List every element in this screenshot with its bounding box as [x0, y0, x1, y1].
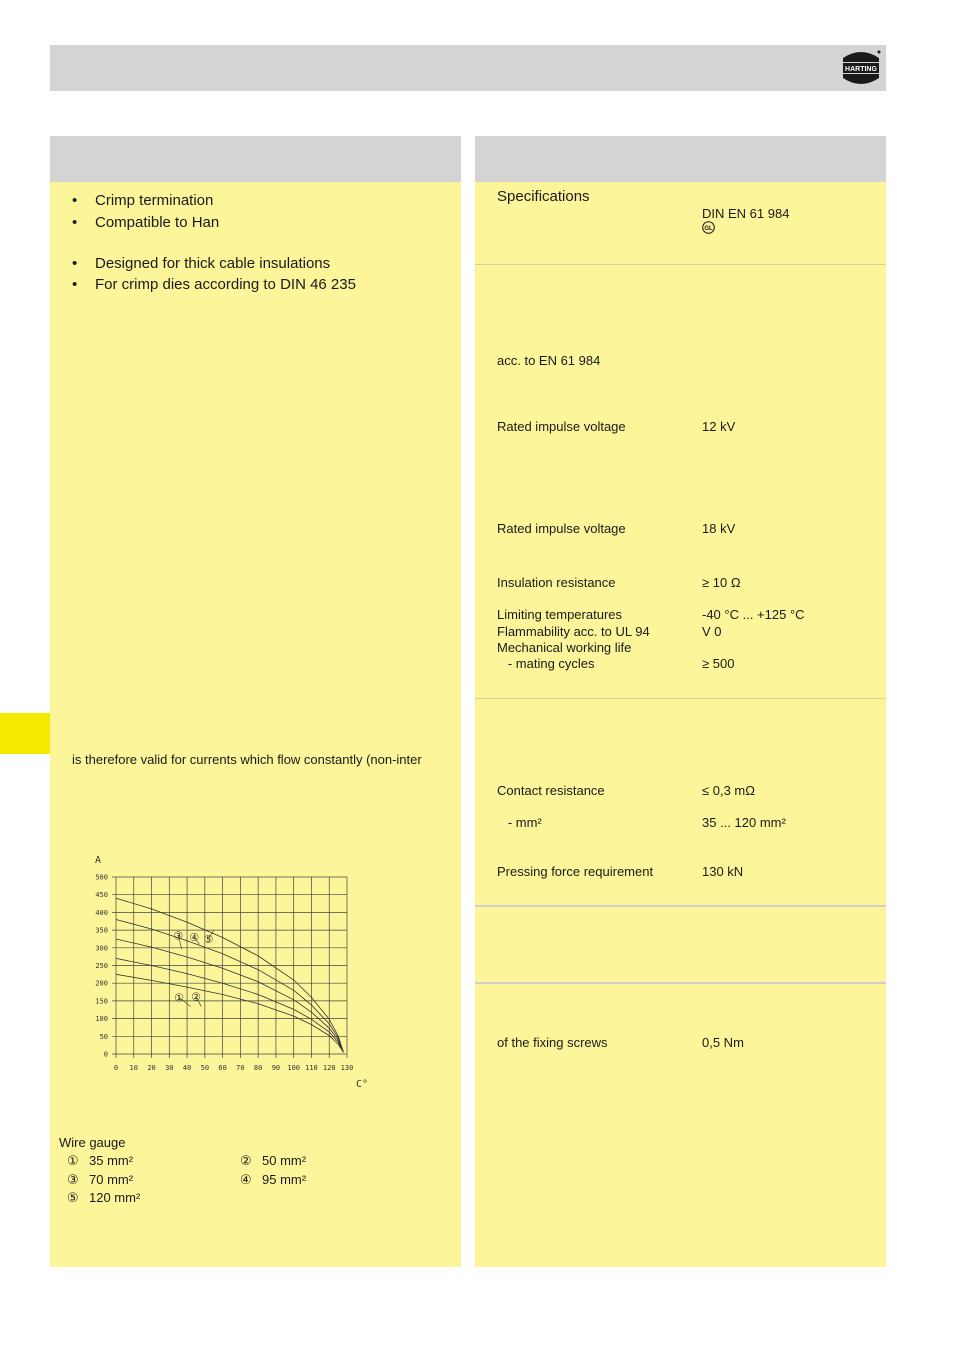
chart-y-tick-label: 300: [95, 944, 108, 953]
chart-y-tick-label: 0: [103, 1050, 108, 1059]
spec-value: V 0: [702, 624, 722, 639]
wire-gauge-item: ① 35 mm²: [67, 1153, 134, 1168]
wire-gauge-item: ② 50 mm²: [240, 1153, 307, 1168]
spec-label: Rated impulse voltage: [497, 521, 626, 536]
section-side-tab: [0, 713, 50, 754]
derating-chart: [86, 850, 376, 1095]
spec-label: Flammability acc. to UL 94: [497, 624, 650, 639]
spec-label: Contact resistance: [497, 783, 605, 798]
chart-y-axis-label: A: [95, 855, 102, 866]
left-column-body: [50, 182, 461, 1267]
wire-gauge-item: ③ 70 mm²: [67, 1172, 134, 1187]
spec-value: 18 kV: [702, 521, 736, 536]
chart-y-tick-label: 150: [95, 997, 108, 1006]
feature-item: • Crimp termination: [72, 192, 214, 209]
section-divider: [475, 905, 886, 907]
spec-value: 12 kV: [702, 419, 736, 434]
specifications-title: Specifications: [497, 188, 590, 205]
chart-x-tick-label: 110: [305, 1064, 318, 1072]
spec-label: - mating cycles: [497, 656, 595, 671]
left-column-header: [50, 136, 461, 182]
chart-y-tick-label: 200: [95, 979, 108, 988]
logo-text: HARTING: [845, 66, 877, 73]
chart-series-line: [116, 958, 343, 1052]
chart-series-line: [116, 898, 343, 1052]
chart-x-tick-label: 0: [113, 1064, 119, 1072]
feature-item: • For crimp dies according to DIN 46 235: [72, 276, 356, 293]
chart-y-tick-label: 350: [95, 926, 108, 935]
chart-x-tick-label: 120: [322, 1064, 336, 1072]
spec-value: ≥ 10 Ω: [702, 575, 741, 590]
right-column-header: [475, 136, 886, 182]
chart-y-tick-label: 450: [95, 891, 108, 900]
chart-y-tick-label: 400: [95, 908, 108, 917]
chart-x-tick-label: 50: [200, 1064, 210, 1072]
wire-gauge-title: Wire gauge: [59, 1135, 126, 1150]
chart-x-axis-label: C°: [356, 1079, 369, 1090]
chart-x-tick-label: 60: [218, 1064, 227, 1072]
chart-series-marker: ②: [191, 990, 201, 1004]
harting-logo-icon: [840, 48, 882, 88]
chart-x-tick-label: 40: [182, 1064, 192, 1072]
gl-mark-text: GL: [704, 226, 713, 232]
current-note: is therefore valid for currents which flow constantly (non-inter: [72, 752, 422, 767]
spec-label: Limiting temperatures: [497, 607, 622, 622]
chart-x-tick-label: 30: [165, 1064, 174, 1072]
acc-label: acc. to EN 61 984: [497, 353, 601, 368]
feature-item: • Designed for thick cable insulations: [72, 255, 331, 272]
spec-value: ≥ 500: [702, 656, 735, 671]
chart-series-marker: ⑤: [203, 932, 214, 946]
chart-series-marker: ①: [174, 991, 185, 1005]
wire-gauge-item: ⑤ 120 mm²: [67, 1190, 141, 1205]
spec-label: Pressing force requirement: [497, 864, 654, 879]
page-header-bar: [50, 45, 886, 91]
chart-x-tick-label: 80: [253, 1064, 263, 1072]
spec-value: 0,5 Nm: [702, 1035, 744, 1050]
spec-label: Rated impulse voltage: [497, 419, 626, 434]
spec-value: 35 ... 120 mm²: [702, 815, 786, 830]
spec-label: Insulation resistance: [497, 575, 616, 590]
chart-x-tick-label: 70: [236, 1064, 245, 1072]
chart-x-tick-label: 10: [129, 1064, 138, 1072]
section-divider: [475, 264, 886, 265]
chart-series-marker: ④: [189, 931, 200, 945]
spec-label: Mechanical working life: [497, 640, 632, 655]
spec-value: 130 kN: [702, 864, 744, 879]
chart-x-tick-label: 90: [271, 1064, 281, 1072]
spec-value: -40 °C ... +125 °C: [702, 607, 805, 622]
chart-y-tick-label: 50: [99, 1032, 108, 1041]
spec-value: ≤ 0,3 mΩ: [702, 783, 755, 798]
gl-approval-icon: [702, 221, 715, 234]
chart-x-tick-label: 20: [147, 1064, 156, 1072]
chart-y-tick-label: 250: [95, 962, 108, 970]
right-column-body: [475, 182, 886, 1267]
chart-series-marker: ③: [173, 929, 184, 943]
wire-gauge-item: ④ 95 mm²: [240, 1172, 307, 1187]
spec-label: of the fixing screws: [497, 1035, 608, 1050]
chart-y-tick-label: 500: [95, 873, 108, 882]
chart-y-tick-label: 100: [95, 1015, 108, 1024]
standard-value: DIN EN 61 984: [702, 206, 790, 221]
chart-series-line: [116, 974, 343, 1052]
spec-label: - mm²: [497, 815, 542, 830]
section-divider: [475, 698, 886, 699]
feature-item: • Compatible to Han: [72, 214, 220, 231]
chart-x-tick-label: 100: [287, 1064, 301, 1072]
section-divider: [475, 982, 886, 984]
chart-x-tick-label: 130: [340, 1064, 354, 1072]
